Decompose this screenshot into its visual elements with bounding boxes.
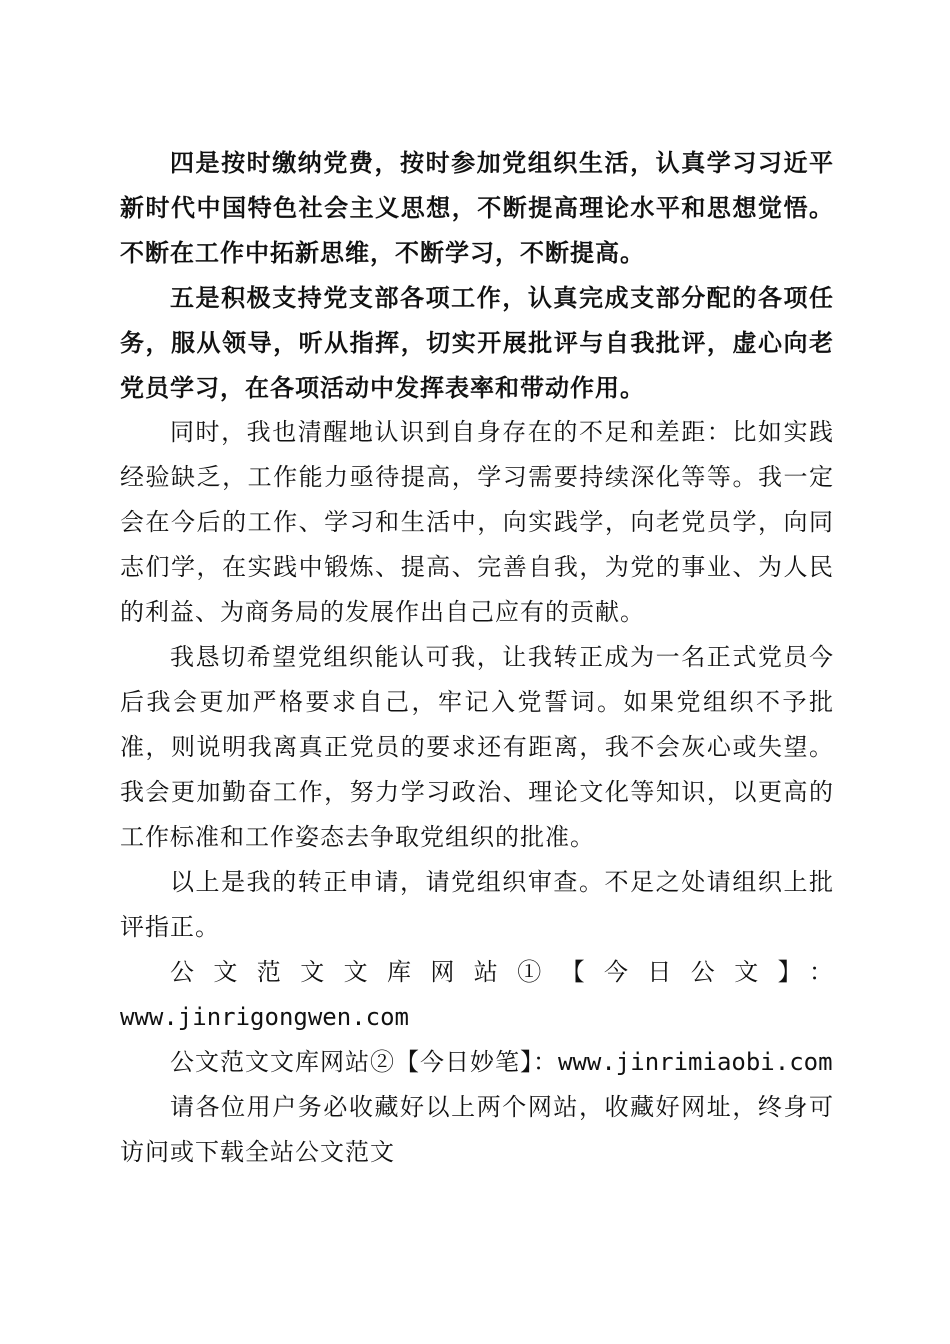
paragraph-point-five: 五是积极支持党支部各项工作，认真完成支部分配的各项任务，服从领导，听从指挥，切实开展批评与自我批评，虚心向老党员学习，在各项活动中发挥表率和带动作用。: [120, 283, 834, 402]
footer-site2-url: www.jinrimiaobi.com: [558, 1048, 833, 1076]
footer-site1-url: www.jinrigongwen.com: [120, 1003, 409, 1031]
paragraph-point-four: 四是按时缴纳党费，按时参加党组织生活，认真学习习近平新时代中国特色社会主义思想，不断提高理论水平和思想觉悟。不断在工作中拓新思维，不断学习，不断提高。: [120, 148, 834, 267]
paragraph-closing: 以上是我的转正申请，请党组织审查。不足之处请组织上批评指正。: [120, 868, 834, 941]
footer-site2-line: [120, 1040, 834, 1085]
paragraph-shortcomings: 同时，我也清醒地认识到自身存在的不足和差距：比如实践经验缺乏，工作能力亟待提高，学习需要持续深化等等。我一定会在今后的工作、学习和生活中，向实践学，向老党员学，向同志们学，在实践中锻炼、提高、完善自我，为党的事业、为人民的利益、为商务局的发展作出自己应有的贡献。: [120, 418, 834, 626]
footer-notice: 请各位用户务必收藏好以上两个网站，收藏好网址，终身可访问或下载全站公文范文: [120, 1093, 834, 1166]
footer-site1-label: 公文范文文库网站①【今日公文】：: [170, 958, 834, 986]
footer-site2-label: 公文范文文库网站②【今日妙笔】：: [170, 1048, 558, 1076]
paragraph-hope: 我恳切希望党组织能认可我，让我转正成为一名正式党员今后我会更加严格要求自己，牢记入党誓词。如果党组织不予批准，则说明我离真正党员的要求还有距离，我不会灰心或失望。我会更加勤奋工作，努力学习政治、理论文化等知识，以更高的工作标准和工作姿态去争取党组织的批准。: [120, 643, 834, 851]
document-body: [120, 140, 834, 1175]
